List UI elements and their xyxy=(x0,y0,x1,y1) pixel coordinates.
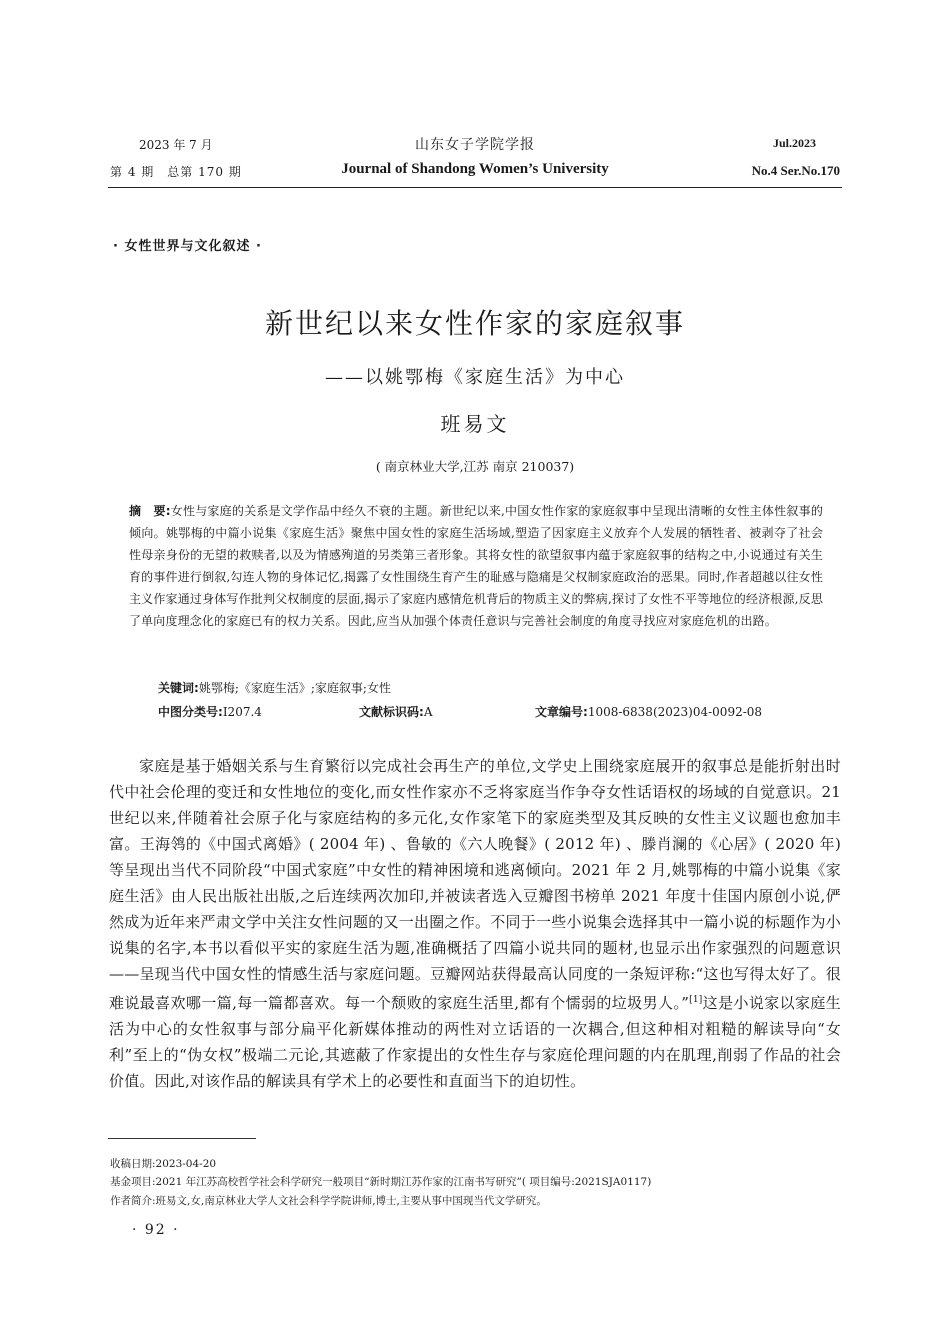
article-number-value: 1008-6838(2023)04-0092-08 xyxy=(587,705,763,719)
keywords-label: 关键词: xyxy=(158,681,199,695)
footnote-received-date: 收稿日期:2023-04-20 xyxy=(110,1158,217,1170)
keywords-text: 姚鄂梅;《家庭生活》;家庭叙事;女性 xyxy=(198,681,391,695)
section-label: · 女性世界与文化叙述 · xyxy=(113,239,262,254)
header-issue-cn: 第 4 期 总第 170 期 xyxy=(110,165,242,179)
body-paragraph xyxy=(109,753,841,1094)
abstract-label: 摘 要: xyxy=(129,504,171,518)
header-issue-en: No.4 Ser.No.170 xyxy=(751,163,840,178)
article-subtitle: ——以姚鄂梅《家庭生活》为中心 xyxy=(325,367,625,388)
abstract-text: 女性与家庭的关系是文学作品中经久不衰的主题。新世纪以来,中国女性作家的家庭叙事中呈现出清晰的女性主体性叙事的倾向。姚鄂梅的中篇小说集《家庭生活》聚焦中国女性的家庭生活场域,塑造了因家庭主义放弃个人发展的牺牲者、被剥夺了社会性母亲身份的无望的救赎者,以及为情感殉道的另类第三者形象。其将女性的欲望叙事内蕴于家庭叙事的结构之中,小说通过有关生育的事件进行倒叙,勾连人物的身体记忆,揭露了女性围绕生育产生的耻感与隐痛是父权制家庭政治的恶果。同时,作者超越以往女性主义作家通过身体写作批判父权制度的层面,揭示了家庭内感情危机背后的物质主义的弊病,探讨了女性不平等地位的经济根源,反思了单向度理念化的家庭已有的权力关系。因此,应当从加强个体责任意识与完善社会制度的角度寻找应对家庭危机的出路。 xyxy=(129,504,824,628)
document-code xyxy=(359,703,432,720)
clc-number xyxy=(158,703,262,720)
document-code-value: A xyxy=(423,705,433,719)
clc-label: 中图分类号: xyxy=(158,705,223,719)
footnote-divider xyxy=(108,1138,256,1139)
article-number xyxy=(535,703,762,720)
citation-ref[interactable]: [1] xyxy=(689,995,703,1005)
author-affiliation: ( 南京林业大学,江苏 南京 210037) xyxy=(375,459,575,474)
abstract xyxy=(129,500,823,632)
article-author: 班易文 xyxy=(440,412,510,436)
article-title: 新世纪以来女性作家的家庭叙事 xyxy=(264,307,685,340)
page-number: · 92 · xyxy=(132,1222,180,1238)
article-number-label: 文章编号: xyxy=(535,705,588,719)
header-divider xyxy=(108,187,842,188)
clc-value: I207.4 xyxy=(222,705,262,719)
header-journal-name-cn: 山东女子学院学报 xyxy=(415,137,535,153)
header-journal-name-en: Journal of Shandong Women’s University xyxy=(341,161,609,177)
document-code-label: 文献标识码: xyxy=(359,705,424,719)
header-date-cn: 2023 年 7 月 xyxy=(139,138,213,152)
body-text-part-2: 这是小说家以家庭生活为中心的女性叙事与部分扁平化新媒体推动的两性对立话语的一次耦合,但这种相对粗糙的解读导向“女利”至上的“伪女权”极端二元论,其遮蔽了作家提出的女性生存与家庭伦理问题的内在肌理,削弱了作品的社会价值。因此,对该作品的解读具有学术上的必要性和直面当下的迫切性。 xyxy=(109,994,841,1090)
footnote-fund: 基金项目:2021 年江苏高校哲学社会科学研究一般项目“新时期江苏作家的江南书写研究”( 项目编号:2021SJA0117) xyxy=(110,1176,652,1188)
header-date-en: Jul.2023 xyxy=(772,136,816,150)
body-text-part-1: 家庭是基于婚姻关系与生育繁衍以完成社会再生产的单位,文学史上围绕家庭展开的叙事总是能折射出时代中社会伦理的变迁和女性地位的变化,而女性作家亦不乏将家庭当作争夺女性话语权的场域的自觉意识。21 世纪以来,伴随着社会原子化与家庭结构的多元化,女作家笔下的家庭类型及其反映的女性主义议题也愈加丰富。王海鸰的《中国式离婚》( 2004 年) 、鲁敏的《六人晚餐》( 2012 年) 、滕肖澜的《心居》( 2020 年) 等呈现出当代不同阶段“中国式家庭”中女性的精神困境和逃离倾向。2021 年 2 月,姚鄂梅的中篇小说集《家庭生活》由人民出版社出版,之后连续两次加印,并被读者选入豆瓣图书榜单 2021 年度十佳国内原创小说,俨然成为近年来严肃文学中关注女性问题的又一出圈之作。不同于一些小说集会选择其中一篇小说的标题作为小说集的名字,本书以看似平实的家庭生活为题,准确概括了四篇小说共同的题材,也显示出作家强烈的问题意识——呈现当代中国女性的情感生活与家庭问题。豆瓣网站获得最高认同度的一条短评称:“这也写得太好了。很难说最喜欢哪一篇,每一篇都喜欢。每一个颓败的家庭生活里,都有个懦弱的垃圾男人。” xyxy=(109,757,841,1012)
keywords xyxy=(158,679,391,696)
footnote-author-bio: 作者简介:班易文,女,南京林业大学人文社会科学学院讲师,博士,主要从事中国现当代文学研究。 xyxy=(110,1195,547,1207)
